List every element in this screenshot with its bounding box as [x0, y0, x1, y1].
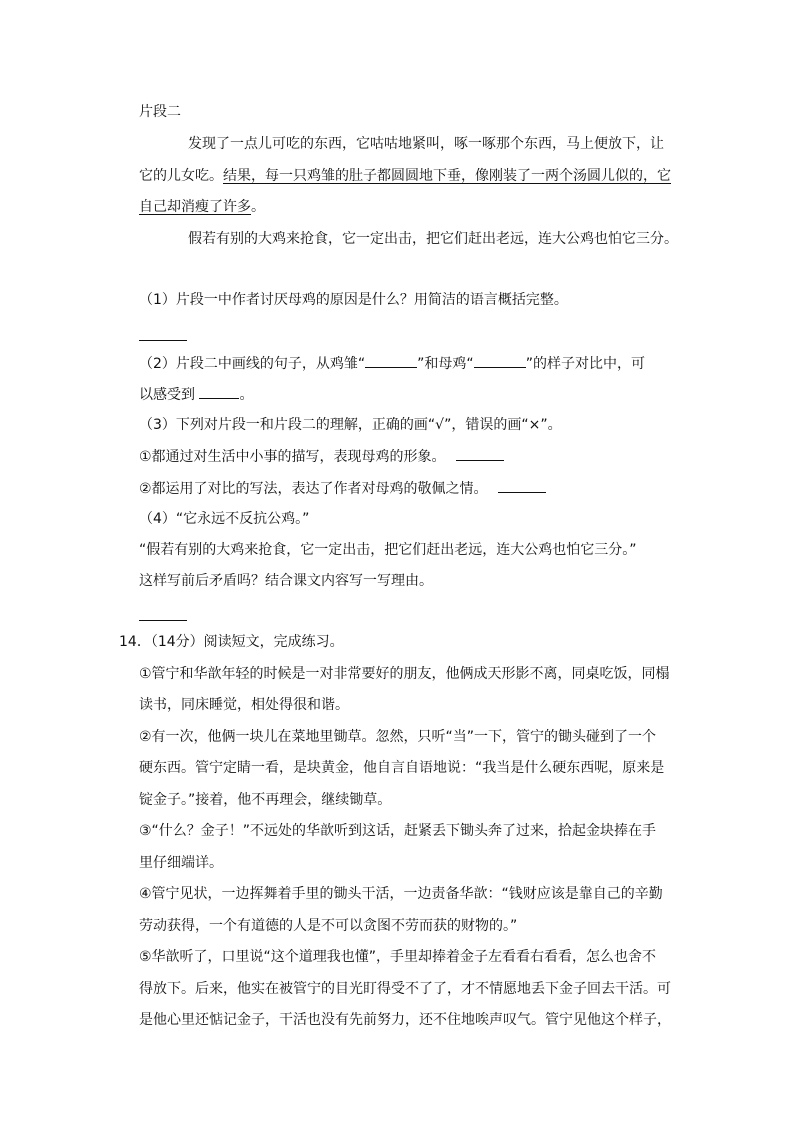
q14-para4-line2: 劳动获得，一个有道德的人是不可以贪图不劳而获的财物的。” [139, 918, 518, 934]
q2-text-e: 。 [239, 387, 254, 403]
plain-text: 它的儿女吃。 [139, 168, 223, 184]
answer-blank-3a[interactable] [456, 446, 504, 461]
question-3-item2 [139, 478, 546, 499]
q2-text-b: ”和母鸡“ [417, 356, 474, 372]
segment2-paragraph1-line1: 发现了一点儿可吃的东西，它咕咕地紧叫，啄一啄那个东西，马上便放下，让 [188, 136, 664, 152]
question-1: （1）片段一中作者讨厌母鸡的原因是什么？用简洁的语言概括完整。 [139, 292, 568, 308]
segment2-paragraph1-line3 [139, 197, 265, 217]
q14-para5-line1: ⑤华歆听了，口里说“这个道理我也懂”，手里却捧着金子左看看右看看，怎么也舍不 [139, 949, 657, 965]
q14-para5-line3: 是他心里还惦记金子，干活也没有先前努力，还不住地唉声叹气。管宁见他这个样子， [139, 1012, 671, 1028]
q14-para2-line3: 锭金子。”接着，他不再理会，继续锄草。 [139, 792, 392, 808]
q14-para1-line1: ①管宁和华歆年轻的时候是一对非常要好的朋友，他俩成天形影不离，同桌吃饭，同榻 [139, 666, 670, 682]
answer-blank-2b[interactable] [474, 353, 526, 368]
question-4-line1: （4）“它永远不反抗公鸡。” [139, 511, 310, 527]
q14-para4-line1: ④管宁见状，一边挥舞着手里的锄头干活，一边责备华歆：“钱财应该是靠自己的辛勤 [139, 886, 663, 902]
question-4-line2: “假若有别的大鸡来抢食，它一定出击，把它们赶出老远，连大公鸡也怕它三分。” [139, 542, 637, 558]
question-3: （3）下列对片段一和片段二的理解，正确的画“√”，错误的画“×”。 [139, 417, 562, 433]
q2-text-c: ”的样子对比中，可 [525, 356, 645, 372]
q3-item2-text: ②都运用了对比的写法，表达了作者对母鸡的敬佩之情。 [139, 481, 488, 497]
q14-para3-line2: 里仔细端详。 [139, 855, 223, 871]
underlined-sentence: 结果，每一只鸡雏的肚子都圆圆地下垂，像刚装了一两个汤圆儿似的，它 [223, 168, 671, 184]
answer-blank-4[interactable] [139, 606, 187, 621]
question-4-line3: 这样写前后矛盾吗？结合课文内容写一写理由。 [139, 573, 433, 589]
segment2-paragraph2: 假若有别的大鸡来抢食，它一定出击，把它们赶出老远，连大公鸡也怕它三分。 [188, 231, 678, 247]
answer-blank-1[interactable] [139, 326, 187, 341]
question-14-header: 14．（14分）阅读短文，完成练习。 [119, 634, 344, 650]
segment2-paragraph1-line2 [139, 166, 671, 186]
underlined-sentence-end: 自己却消瘦了许多 [139, 199, 251, 215]
q14-para2-line2: 硬东西。管宁定睛一看，是块黄金，他自言自语地说：“我当是什么硬东西呢，原来是 [139, 760, 665, 776]
q14-para3-line1: ③“什么？金子！”不远处的华歆听到这话，赶紧丢下锄头奔了过来，拾起金块捧在手 [139, 823, 657, 839]
question-2-line1 [139, 353, 645, 374]
answer-blank-2c[interactable] [199, 384, 239, 399]
question-2-line2 [139, 384, 253, 405]
answer-blank-3b[interactable] [498, 478, 546, 493]
q2-text-a: （2）片段二中画线的句子，从鸡雏“ [139, 356, 366, 372]
q14-para2-line1: ②有一次，他俩一块儿在菜地里锄草。忽然，只听“当”一下，管宁的锄头碰到了一个 [139, 729, 657, 745]
q14-para1-line2: 读书，同床睡觉，相处得很和谐。 [139, 697, 349, 713]
question-3-item1 [139, 446, 504, 467]
q14-para5-line2: 得放下。后来，他实在被管宁的目光盯得受不了了，才不情愿地丢下金子回去干活。可 [139, 981, 671, 997]
answer-blank-2a[interactable] [365, 353, 417, 368]
period: 。 [251, 199, 265, 215]
q2-text-d: 以感受到 [139, 387, 200, 403]
q3-item1-text: ①都通过对生活中小事的描写，表现母鸡的形象。 [139, 449, 446, 465]
segment-heading: 片段二 [139, 104, 181, 120]
